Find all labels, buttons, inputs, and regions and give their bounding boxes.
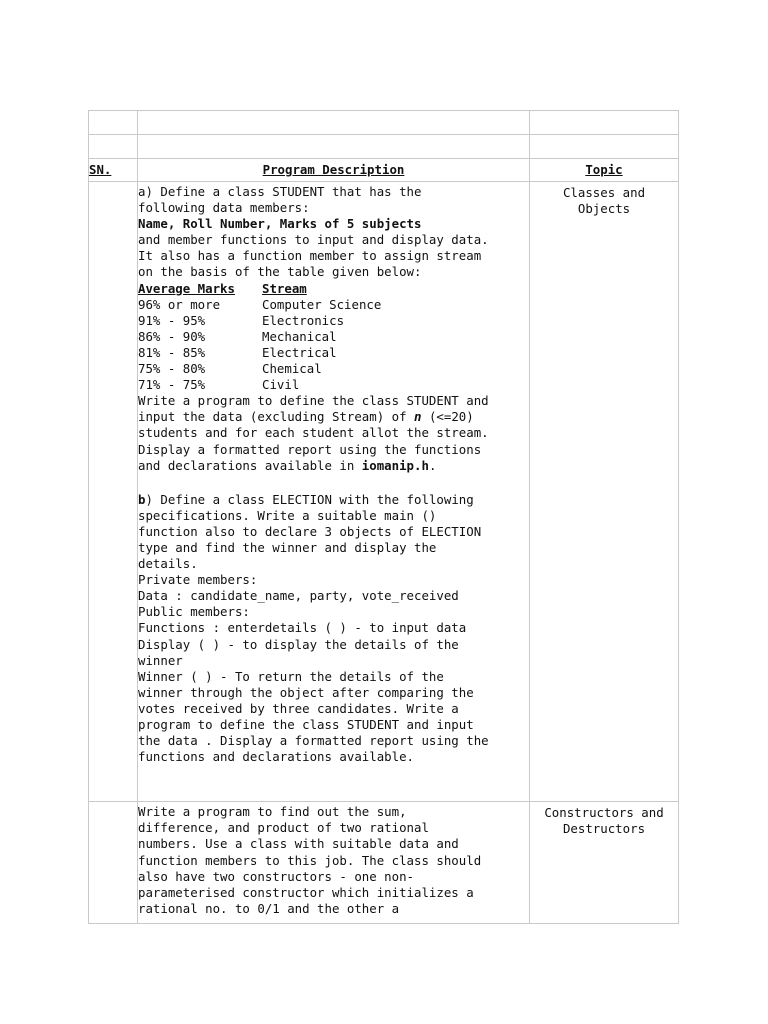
- text-line: the data . Display a formatted report using the: [138, 733, 489, 749]
- marks-range: 81% - 85%: [138, 344, 206, 360]
- sn-cell: [89, 182, 138, 802]
- empty-row: [89, 135, 679, 159]
- variable-n: n: [414, 409, 422, 425]
- marks-range: 91% - 95%: [138, 312, 206, 328]
- text-line: details.: [138, 556, 198, 572]
- header-topic: Topic: [530, 159, 679, 182]
- text-line: a) Define a class STUDENT that has the: [138, 184, 422, 199]
- text-fragment: and declarations available in: [138, 457, 362, 473]
- marks-range: 71% - 75%: [138, 377, 206, 393]
- text-line: Data : candidate_name, party, vote_received: [138, 588, 459, 604]
- text-line: and member functions to input and display data.: [138, 232, 489, 248]
- text-line: numbers. Use a class with suitable data and: [138, 836, 459, 852]
- text-fragment: input the data (excluding Stream) of: [138, 409, 415, 425]
- topic-cell: Constructors and Destructors: [530, 802, 679, 924]
- table-header-row: [89, 159, 679, 182]
- sn-cell: [89, 802, 138, 924]
- text-line: students and for each student allot the stream.: [138, 425, 489, 441]
- text-line: on the basis of the table given below:: [138, 264, 422, 280]
- text-line: [138, 492, 529, 508]
- table-row: [89, 182, 679, 802]
- text-line: winner through the object after comparing the: [138, 684, 474, 700]
- text-line: specifications. Write a suitable main (): [138, 507, 437, 523]
- text-line: following data members:: [138, 200, 310, 216]
- header-file-name: iomanip.h: [361, 457, 429, 473]
- stream-row: [138, 377, 529, 393]
- text-line: Display a formatted report using the functions: [138, 441, 482, 457]
- text-line: Write a program to define the class STUDENT and: [138, 393, 489, 409]
- stream-name: Chemical: [262, 361, 322, 377]
- text-line: Write a program to find out the sum,: [138, 804, 407, 820]
- text-line: rational no. to 0/1 and the other a: [138, 900, 400, 916]
- text-fragment: (<=20): [421, 409, 474, 425]
- marks-range: 86% - 90%: [138, 328, 206, 344]
- marks-range: 75% - 80%: [138, 361, 206, 377]
- header-description: Program Description: [138, 159, 530, 182]
- stream-name: Mechanical: [262, 328, 337, 344]
- text-line: votes received by three candidates. Write a: [138, 700, 459, 716]
- topic-cell: Classes and Objects: [530, 182, 679, 802]
- description-cell: [138, 182, 530, 802]
- text-line: Private members:: [138, 572, 258, 588]
- text-line: [138, 458, 529, 474]
- stream-name: Civil: [262, 377, 300, 393]
- stream-heading: Stream: [262, 280, 307, 296]
- average-marks-heading: Average Marks: [138, 280, 235, 296]
- text-line: Public members:: [138, 604, 250, 620]
- stream-table-header: [138, 281, 529, 297]
- text-line: function also to declare 3 objects of ELECTION: [138, 523, 482, 539]
- text-line: Winner ( ) - To return the details of the: [138, 668, 444, 684]
- text-line: difference, and product of two rational: [138, 820, 429, 836]
- stream-row: [138, 313, 529, 329]
- text-line: It also has a function member to assign stream: [138, 248, 482, 264]
- description-cell: [138, 802, 530, 924]
- text-line: also have two constructors - one non-: [138, 868, 415, 884]
- stream-name: Electronics: [262, 312, 345, 328]
- stream-row: [138, 297, 529, 313]
- stream-row: [138, 361, 529, 377]
- text-line: type and find the winner and display the: [138, 539, 437, 555]
- stream-row: [138, 345, 529, 361]
- text-line: program to define the class STUDENT and input: [138, 717, 474, 732]
- header-sn: SN.: [89, 159, 138, 182]
- table-row: [89, 802, 679, 924]
- text-fragment: ) Define a class ELECTION with the following: [145, 491, 474, 507]
- stream-row: [138, 329, 529, 345]
- stream-name: Electrical: [262, 344, 337, 360]
- text-line: function members to this job. The class should: [138, 852, 482, 868]
- text-line: parameterised constructor which initializes a: [138, 884, 474, 900]
- text-line: [138, 409, 529, 425]
- program-table: [88, 110, 679, 924]
- text-line: functions and declarations available.: [138, 749, 415, 765]
- marks-range: 96% or more: [138, 296, 221, 312]
- empty-row: [89, 111, 679, 135]
- part-label: b: [138, 491, 146, 507]
- stream-name: Computer Science: [262, 296, 382, 312]
- text-line: winner: [138, 652, 183, 668]
- data-members-line: Name, Roll Number, Marks of 5 subjects: [138, 216, 422, 232]
- text-line: Functions : enterdetails ( ) - to input data: [138, 620, 467, 636]
- text-line: Display ( ) - to display the details of the: [138, 636, 459, 652]
- text-fragment: .: [428, 457, 437, 473]
